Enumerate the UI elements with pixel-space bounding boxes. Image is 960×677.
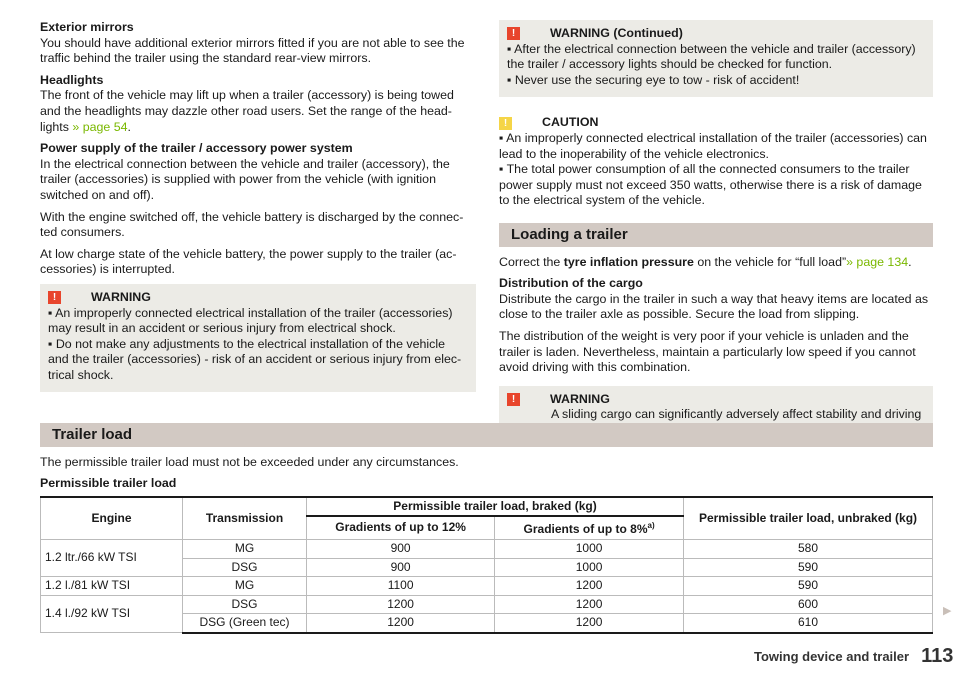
- warning-title: WARNING: [91, 289, 151, 304]
- engine-off-text: With the engine switched off, the vehicle battery is discharged by the connec-ted consumers.: [40, 209, 464, 240]
- tyre-bold: tyre inflation pressure: [563, 254, 694, 269]
- left-column: [40, 20, 476, 398]
- grad8-cell: 1000: [495, 539, 684, 558]
- page-footer: [754, 645, 953, 668]
- col-engine: Engine: [41, 497, 183, 540]
- trailer-load-section: [40, 423, 933, 634]
- warning-item: ▪ An improperly connected electrical installation of the trailer (accessories) may result in an accident or serious injury from electrical shock.: [48, 305, 453, 336]
- col-grad12: Gradients of up to 12%: [307, 516, 495, 539]
- headlights-title: Headlights: [40, 72, 104, 87]
- col-grad8: [495, 516, 684, 539]
- transmission-cell: MG: [183, 577, 307, 596]
- footer-chapter-title: Towing device and trailer: [754, 649, 910, 664]
- transmission-cell: DSG (Green tec): [183, 614, 307, 633]
- warning-icon: !: [507, 27, 520, 40]
- grad8-cell: 1200: [495, 614, 684, 633]
- mirrors-paragraph: [40, 20, 476, 67]
- unbraked-cell: 610: [684, 614, 933, 633]
- tyre-pressure-paragraph: [499, 255, 933, 271]
- caution-item: ▪ An improperly connected electrical installation of the trailer (accessories) can lead to the inoperability of the vehicle electronics.: [499, 130, 927, 161]
- loading-trailer-heading: Loading a trailer: [499, 223, 933, 247]
- grad12-cell: 1100: [307, 577, 495, 596]
- distribution-paragraph: [499, 276, 933, 323]
- tyre-post: on the vehicle for “full load”: [693, 254, 847, 269]
- warning-continued-header: [507, 26, 925, 42]
- unbraked-cell: 600: [684, 595, 933, 614]
- warning-icon: !: [507, 393, 520, 406]
- tyre-end: .: [908, 254, 912, 269]
- grad12-cell: 900: [307, 539, 495, 558]
- grad12-cell: 900: [307, 558, 495, 577]
- cargo-warning-title: WARNING: [550, 391, 610, 406]
- col-transmission: Transmission: [183, 497, 307, 540]
- table-row: [41, 577, 933, 596]
- grad8-text: Gradients of up to 8%: [523, 522, 648, 537]
- right-column: [499, 20, 933, 453]
- col-braked: Permissible trailer load, braked (kg): [307, 497, 684, 517]
- col-unbraked: Permissible trailer load, unbraked (kg): [684, 497, 933, 540]
- continue-arrow-icon: ▶: [943, 605, 952, 617]
- grad12-cell: 1200: [307, 614, 495, 633]
- warning-header: [48, 290, 468, 306]
- table-row: [41, 539, 933, 558]
- engine-cell: 1.2 l./81 kW TSI: [41, 577, 183, 596]
- headlights-text: The front of the vehicle may lift up when a trailer (accessory) is being towed and the headlights may dazzle other road users. Set the range of the head-lights: [40, 88, 454, 134]
- page-number: 113: [921, 645, 954, 667]
- caution-icon: !: [499, 117, 512, 130]
- trailer-load-table: [40, 496, 933, 634]
- power-paragraph: [40, 141, 476, 203]
- unbraked-cell: 580: [684, 539, 933, 558]
- warning-icon: !: [48, 291, 61, 304]
- warning-continued-box: [499, 20, 933, 97]
- caution-title: CAUTION: [542, 115, 599, 130]
- transmission-cell: DSG: [183, 595, 307, 614]
- mirrors-title: Exterior mirrors: [40, 20, 134, 34]
- headlights-end: .: [127, 119, 131, 134]
- grad8-footnote: a): [647, 521, 655, 531]
- warning-item: ▪ Do not make any adjustments to the electrical installation of the vehicle and the trailer (accessories) - risk of an accident or serious injury from elec-trical shock.: [48, 336, 462, 382]
- distribution-title: Distribution of the cargo: [499, 276, 643, 291]
- grad8-cell: 1200: [495, 577, 684, 596]
- table-title: [40, 476, 933, 492]
- table-title-text: Permissible trailer load: [40, 476, 177, 491]
- grad8-cell: 1000: [495, 558, 684, 577]
- grad8-cell: 1200: [495, 595, 684, 614]
- unbraked-cell: 590: [684, 577, 933, 596]
- warning-item: ▪ Never use the securing eye to tow - risk of accident!: [507, 72, 800, 87]
- warning-box-left: [40, 284, 476, 393]
- warning-item: ▪ After the electrical connection between the vehicle and trailer (accessory) the trailer / accessory lights should be checked for function.: [507, 41, 916, 72]
- cargo-warning-text: A sliding cargo can significantly adversely affect stability and driving: [551, 407, 922, 422]
- headlights-paragraph: [40, 73, 476, 135]
- trailer-load-text: The permissible trailer load must not be exceeded under any circumstances.: [40, 454, 459, 469]
- transmission-cell: DSG: [183, 558, 307, 577]
- cargo-warning-header: [507, 392, 925, 408]
- caution-item: ▪ The total power consumption of all the connected consumers to the trailer power supply must not exceed 350 watts, otherwise there is a risk of damage to the electrical system of the vehicle.: [499, 162, 922, 208]
- power-title: Power supply of the trailer / accessory power system: [40, 141, 353, 156]
- power-text: In the electrical connection between the vehicle and trailer (accessory), the trailer (accessories) is supplied with power from the vehicle (with ignition switched on and off).: [40, 156, 450, 202]
- page-54-link[interactable]: » page 54: [72, 119, 128, 134]
- transmission-cell: MG: [183, 539, 307, 558]
- weight-paragraph: The distribution of the weight is very poor if your vehicle is unladen and the trailer is laden. Nevertheless, maintain a particularly low speed if you cannot avoid driving with this combination.: [499, 328, 916, 375]
- warning-continued-title: WARNING (Continued): [550, 26, 683, 40]
- engine-cell: 1.2 ltr./66 kW TSI: [41, 539, 183, 576]
- mirrors-text: You should have additional exterior mirrors fitted if you are not able to see the traffic behind the trailer using the standard rear-view mirrors.: [40, 35, 465, 66]
- distribution-text: Distribute the cargo in the trailer in such a way that heavy items are located as close to the trailer axle as possible. Secure the load from slipping.: [499, 291, 929, 322]
- caution-header: [499, 115, 933, 131]
- grad12-cell: 1200: [307, 595, 495, 614]
- tyre-pre: Correct the: [499, 254, 564, 269]
- low-charge-text: At low charge state of the vehicle battery, the power supply to the trailer (ac-cessories) is interrupted.: [40, 246, 457, 277]
- page-134-link[interactable]: » page 134: [846, 254, 909, 269]
- trailer-load-heading: Trailer load: [40, 423, 933, 447]
- engine-cell: 1.4 l./92 kW TSI: [41, 595, 183, 633]
- caution-block: [499, 115, 933, 209]
- table-row: [41, 595, 933, 614]
- unbraked-cell: 590: [684, 558, 933, 577]
